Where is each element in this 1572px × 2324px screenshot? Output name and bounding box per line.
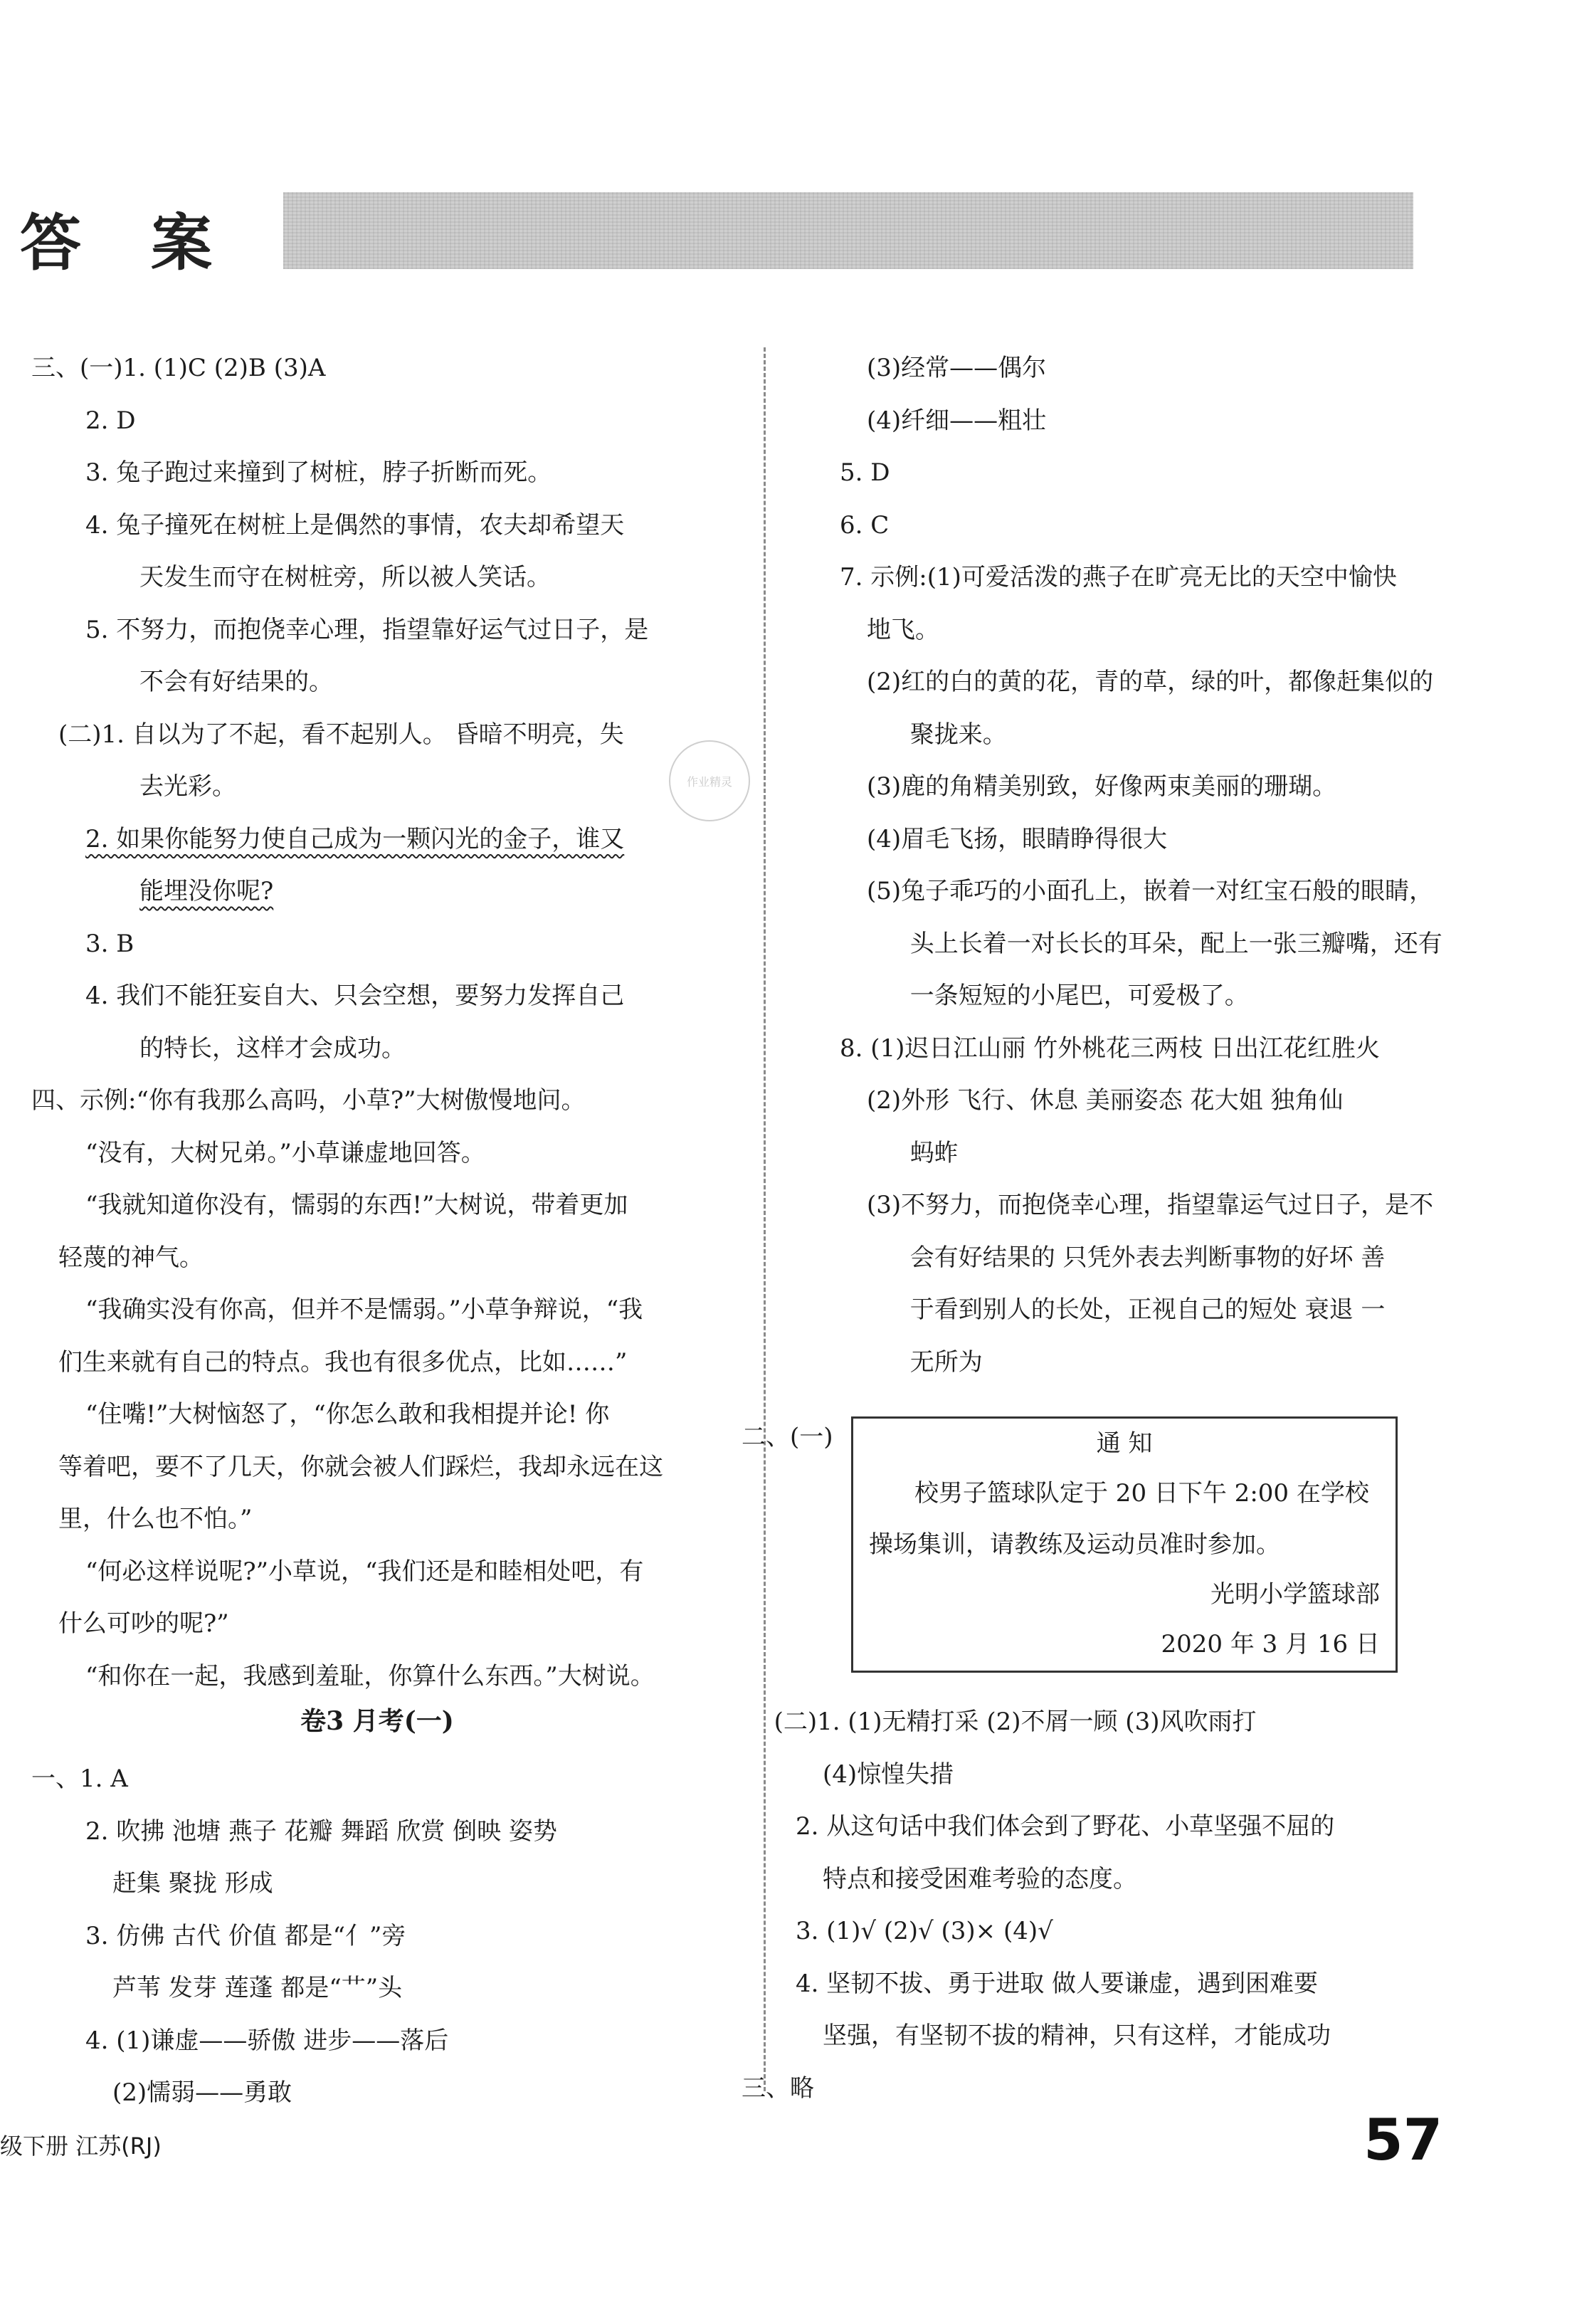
answer-line: 能埋没你呢? bbox=[139, 877, 274, 905]
answer-line: (2)外形 飞行、休息 美丽姿态 花大姐 独角仙 bbox=[867, 1086, 1344, 1115]
answer-line: (二)1. 自以为了不起，看不起别人。 昏暗不明亮，失 bbox=[58, 720, 624, 749]
page-number: 57 bbox=[1363, 2107, 1443, 2173]
section-title: 卷3 月考(一) bbox=[300, 1706, 454, 1736]
answer-line: 4. 我们不能狂妄自大、只会空想，要努力发挥自己 bbox=[85, 982, 625, 1010]
watermark-stamp bbox=[669, 740, 750, 821]
answer-line: 的特长，这样才会成功。 bbox=[139, 1034, 406, 1063]
answer-line: 3. 仿佛 古代 价值 都是“亻”旁 bbox=[85, 1921, 406, 1950]
answer-line: 蚂蚱 bbox=[909, 1138, 959, 1167]
stamp-text: 作业精灵 bbox=[686, 774, 732, 789]
answer-line: 什么可吵的呢?” bbox=[58, 1609, 229, 1638]
answer-line: 等着吧，要不了几天，你就会被人们踩烂，我却永远在这 bbox=[58, 1452, 663, 1481]
answer-line: 5. D bbox=[840, 458, 890, 487]
answer-line: 们生来就有自己的特点。我也有很多优点，比如……” bbox=[58, 1347, 628, 1377]
answer-line: (3)经常——偶尔 bbox=[867, 354, 1047, 382]
answer-line: 8. (1)迟日江山丽 竹外桃花三两枝 日出江花红胜火 bbox=[840, 1034, 1381, 1063]
answer-line: (4)纤细——粗壮 bbox=[867, 406, 1047, 435]
answer-line: 地飞。 bbox=[867, 615, 939, 644]
notice-title: 通 知 bbox=[1096, 1429, 1153, 1458]
answer-line: 3. (1)√ (2)√ (3)× (4)√ bbox=[796, 1917, 1053, 1945]
answer-line: “何必这样说呢?”小草说，“我们还是和睦相处吧，有 bbox=[85, 1557, 644, 1586]
answer-line: (2)红的白的黄的花，青的草，绿的叶，都像赶集似的 bbox=[867, 668, 1434, 696]
answer-line: 芦苇 发芽 莲蓬 都是“艹”头 bbox=[112, 1974, 403, 2002]
answer-line: 7. 示例:(1)可爱活泼的燕子在旷亮无比的天空中愉快 bbox=[840, 563, 1397, 591]
answer-line: 无所为 bbox=[909, 1347, 983, 1377]
answer-line: (5)兔子乖巧的小面孔上，嵌着一对红宝石般的眼睛， bbox=[867, 877, 1434, 905]
answer-line: 2. D bbox=[85, 406, 136, 435]
answer-line: 天发生而守在树桩旁，所以被人笑话。 bbox=[139, 563, 551, 591]
answer-line: 里，什么也不怕。” bbox=[58, 1505, 253, 1533]
answer-line: 坚强，有坚韧不拔的精神，只有这样，才能成功 bbox=[823, 2021, 1331, 2050]
notice-body-1: 校男子篮球队定于 20 日下午 2:00 在学校 bbox=[914, 1479, 1369, 1508]
column-divider bbox=[764, 347, 766, 2091]
notice-signer: 光明小学篮球部 bbox=[1210, 1580, 1380, 1609]
answer-line: “没有，大树兄弟。”小草谦虚地回答。 bbox=[85, 1138, 485, 1167]
answer-line: “我确实没有你高，但并不是懦弱。”小草争辩说，“我 bbox=[85, 1295, 643, 1324]
answer-line: 3. B bbox=[85, 929, 134, 958]
header-title: 答 案 bbox=[20, 207, 236, 279]
answer-line: 三、略 bbox=[742, 2073, 814, 2103]
answer-line: 聚拢来。 bbox=[909, 720, 1007, 749]
answer-line: 四、示例:“你有我那么高吗，小草?”大树傲慢地问。 bbox=[31, 1086, 586, 1115]
answer-line: 3. 兔子跑过来撞到了树桩，脖子折断而死。 bbox=[85, 458, 552, 487]
answer-line: 头上长着一对长长的耳朵，配上一张三瓣嘴，还有 bbox=[909, 929, 1442, 958]
notice-date: 2020 年 3 月 16 日 bbox=[1161, 1630, 1380, 1658]
answer-line: 5. 不努力，而抱侥幸心理，指望靠好运气过日子，是 bbox=[85, 615, 649, 644]
answer-line: (4)惊惶失措 bbox=[823, 1760, 954, 1789]
answer-line: “住嘴!”大树恼怒了，“你怎么敢和我相提并论! 你 bbox=[85, 1400, 610, 1429]
header-band bbox=[283, 192, 1413, 269]
answer-line: (2)懦弱——勇敢 bbox=[112, 2078, 292, 2107]
answer-line: 特点和接受困难考验的态度。 bbox=[823, 1864, 1137, 1893]
answer-line: (4)眉毛飞扬，眼睛睁得很大 bbox=[867, 824, 1168, 853]
answer-line: 2. 如果你能努力使自己成为一颗闪光的金子，谁又 bbox=[85, 824, 625, 853]
answer-line: (3)鹿的角精美别致，好像两束美丽的珊瑚。 bbox=[867, 772, 1337, 801]
notice-box bbox=[851, 1416, 1398, 1673]
answer-line: 4. 兔子撞死在树桩上是偶然的事情，农夫却希望天 bbox=[85, 510, 625, 540]
answer-line: 于看到别人的长处，正视自己的短处 衰退 一 bbox=[909, 1295, 1386, 1324]
answer-line: 不会有好结果的。 bbox=[139, 668, 333, 696]
answer-line: 赶集 聚拢 形成 bbox=[112, 1869, 273, 1898]
answer-line: “和你在一起，我感到羞耻，你算什么东西。”大树说。 bbox=[85, 1661, 655, 1691]
answer-line: (3)不努力，而抱侥幸心理，指望靠运气过日子，是不 bbox=[867, 1191, 1434, 1219]
answer-line: (二)1. (1)无精打采 (2)不屑一顾 (3)风吹雨打 bbox=[774, 1708, 1257, 1736]
footer-edition: 级下册 江苏(RJ) bbox=[0, 2133, 162, 2160]
answer-line: 会有好结果的 只凭外表去判断事物的好坏 善 bbox=[909, 1243, 1386, 1272]
answer-line: 去光彩。 bbox=[139, 772, 236, 801]
notice-label: 二、(一) bbox=[742, 1423, 833, 1451]
answer-line: 2. 吹拂 池塘 燕子 花瓣 舞蹈 欣赏 倒映 姿势 bbox=[85, 1816, 557, 1846]
answer-line: 2. 从这句话中我们体会到了野花、小草坚强不屈的 bbox=[796, 1812, 1335, 1841]
answer-line: “我就知道你没有，懦弱的东西!”大树说，带着更加 bbox=[85, 1191, 628, 1219]
answer-line: 6. C bbox=[840, 510, 890, 540]
notice-body-2: 操场集训，请教练及运动员准时参加。 bbox=[869, 1530, 1280, 1559]
answer-line: 4. 坚韧不拔、勇于进取 做人要谦虚，遇到困难要 bbox=[796, 1969, 1319, 1998]
answer-line: 一条短短的小尾巴，可爱极了。 bbox=[909, 982, 1249, 1010]
answer-line: 轻蔑的神气。 bbox=[58, 1243, 204, 1272]
answer-line: 三、(一)1. (1)C (2)B (3)A bbox=[31, 354, 326, 382]
answer-line: 4. (1)谦虚——骄傲 进步——落后 bbox=[85, 2026, 449, 2055]
answer-line: 一、1. A bbox=[31, 1765, 128, 1793]
